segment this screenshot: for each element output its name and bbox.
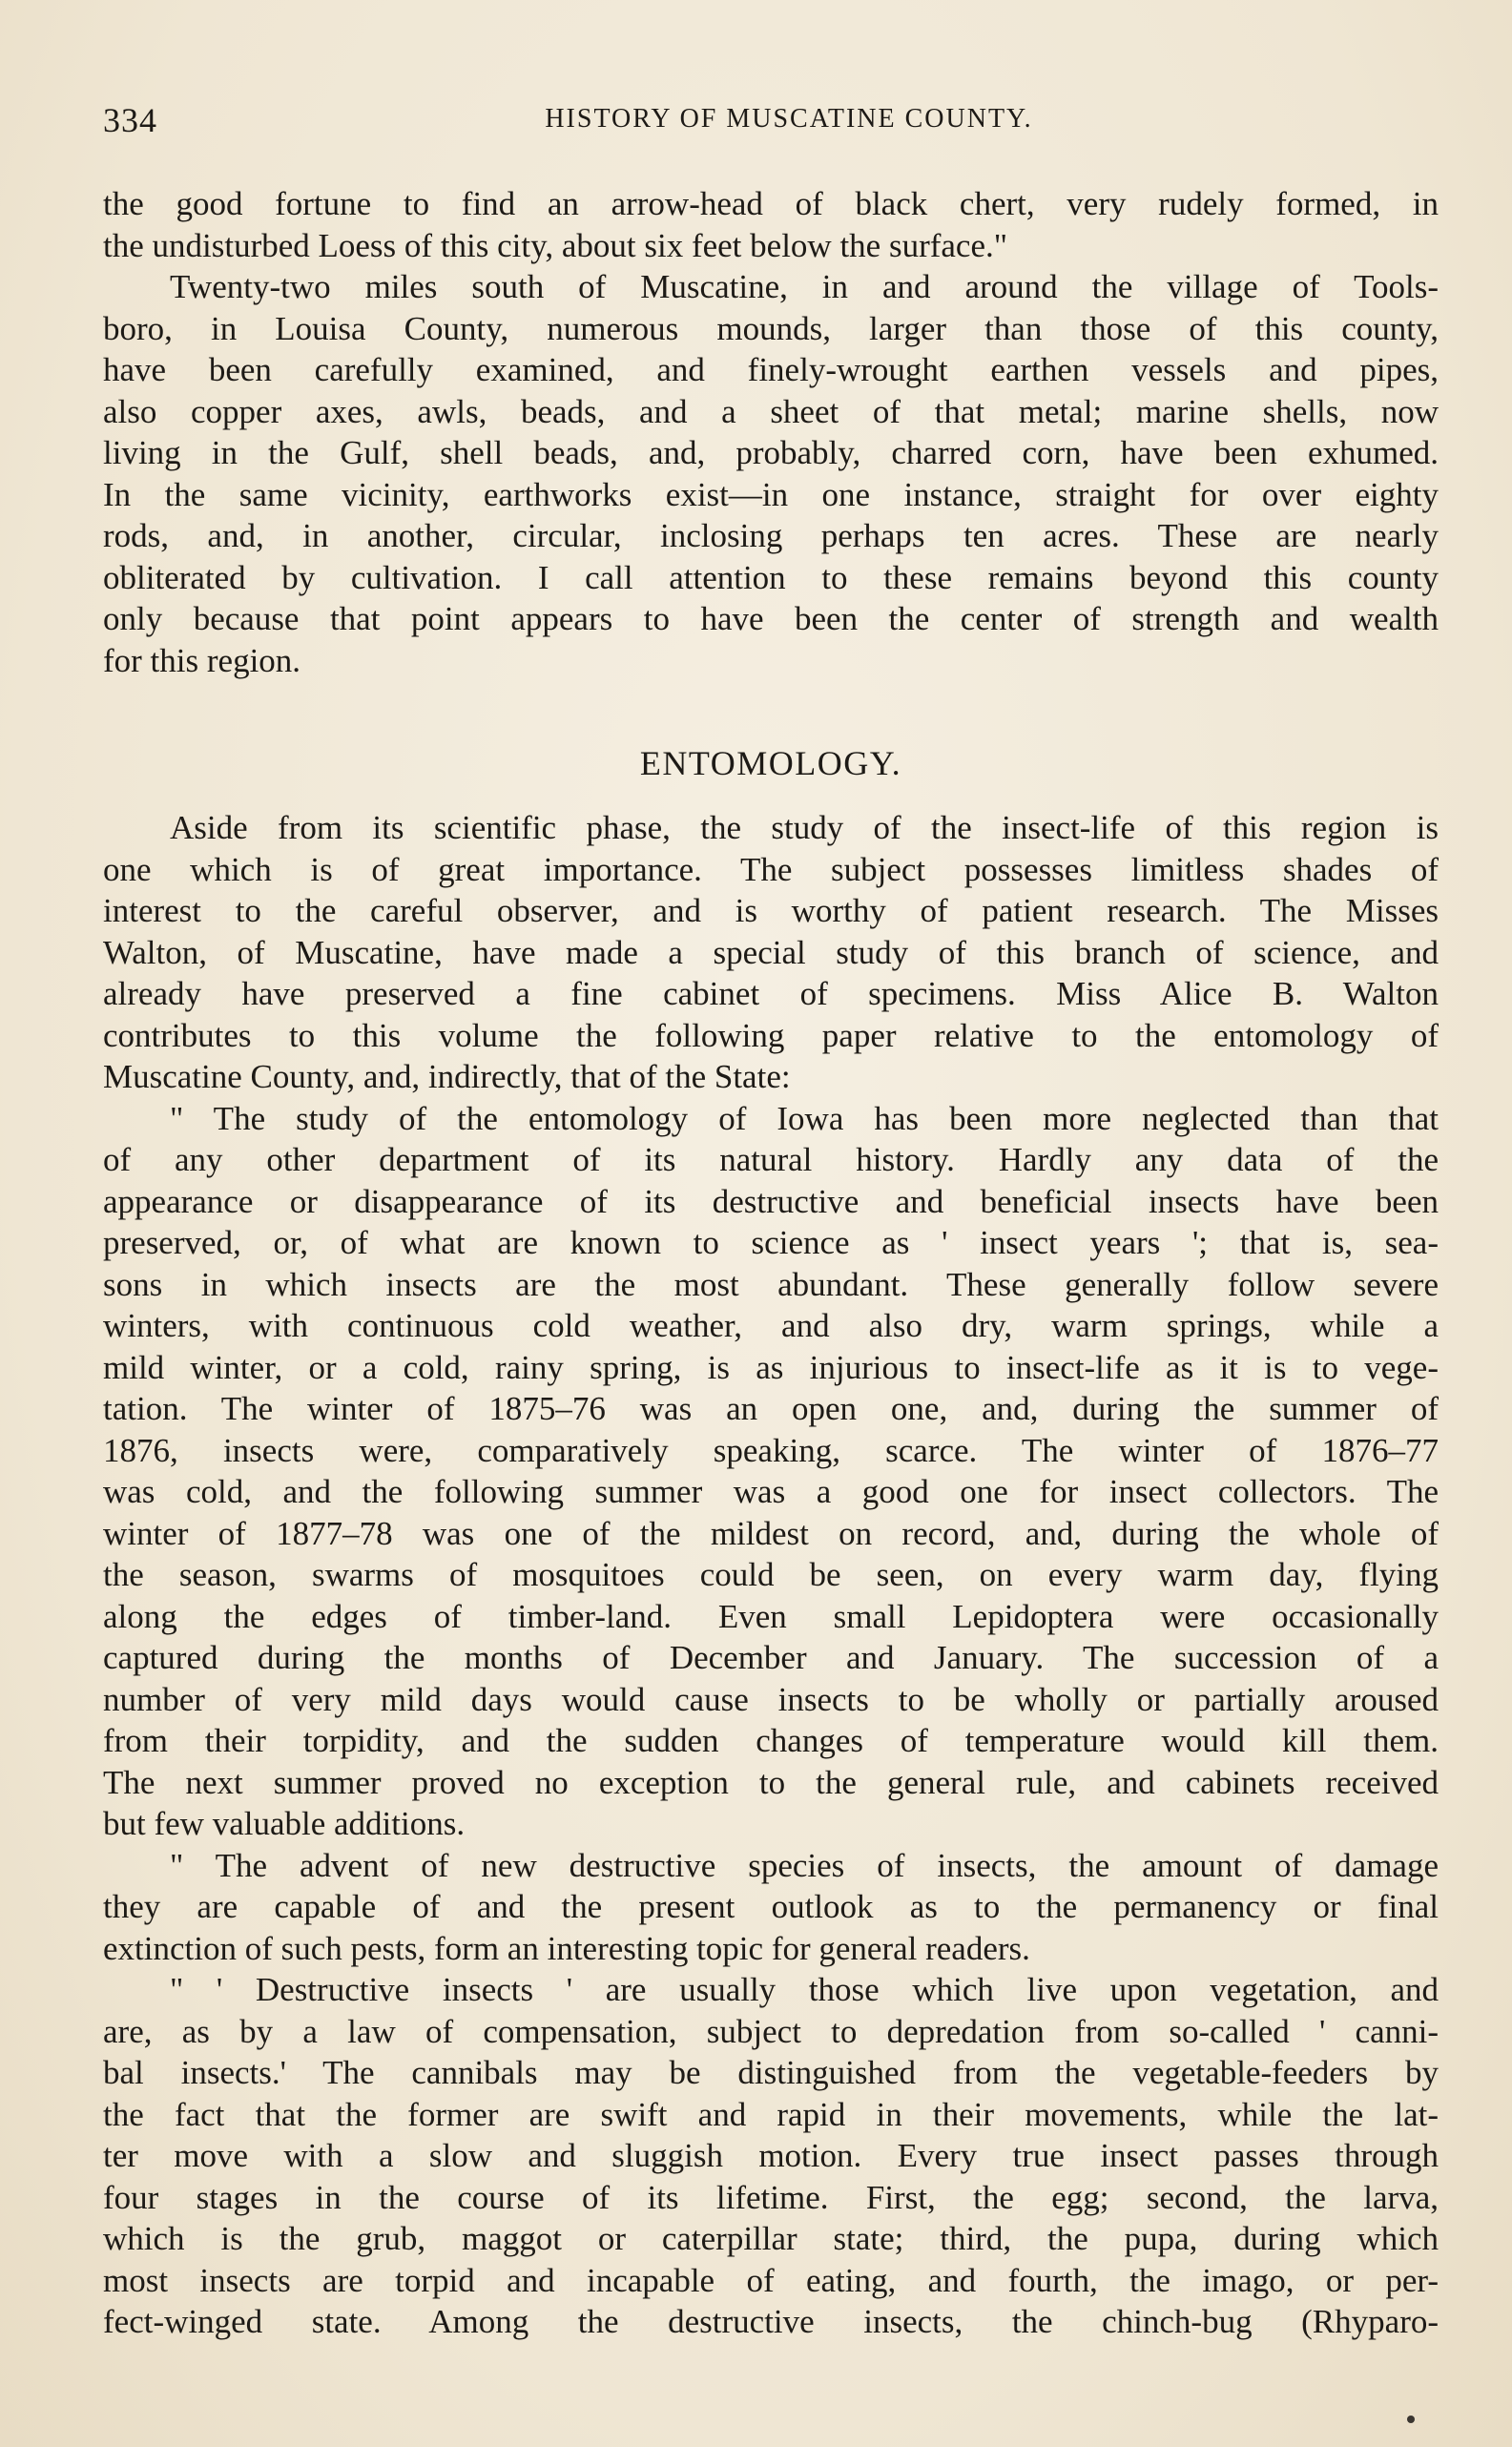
text-line: " The study of the entomology of Iowa has been more neglected than that	[170, 1099, 1439, 1137]
text-line: only because that point appears to have been the center of strength and wealth	[103, 600, 1439, 637]
text-line: the good fortune to find an arrow-head of black chert, very rudely formed, in	[103, 185, 1439, 222]
paragraph-block-entomology	[103, 807, 1439, 2343]
page-number: 334	[103, 101, 157, 139]
text-line: from their torpidity, and the sudden changes of temperature would kill them.	[103, 1722, 1439, 1759]
text-line: " ' Destructive insects ' are usually those which live upon vegetation, and	[170, 1971, 1439, 2008]
text-line: four stages in the course of its lifetime. First, the egg; second, the larva,	[103, 2178, 1439, 2216]
text-line: " The advent of new destructive species of insects, the amount of damage	[170, 1846, 1439, 1884]
text-line: but few valuable additions.	[103, 1805, 466, 1842]
text-line: preserved, or, of what are known to science as ' insect years '; that is, sea-	[103, 1224, 1439, 1261]
text-line: the fact that the former are swift and rapid in their movements, while the lat-	[103, 2095, 1439, 2133]
text-line: winter of 1877–78 was one of the mildest on record, and, during the whole of	[103, 1514, 1439, 1552]
text-line: appearance or disappearance of its destructive and beneficial insects have been	[103, 1182, 1439, 1220]
text-line: bal insects.' The cannibals may be distinguished from the vegetable-feeders by	[103, 2054, 1439, 2091]
text-line: interest to the careful observer, and is worthy of patient research. The Misses	[103, 892, 1439, 929]
text-line: winters, with continuous cold weather, and also dry, warm springs, while a	[103, 1307, 1439, 1344]
text-line: Twenty-two miles south of Muscatine, in and around the village of Tools-	[170, 268, 1439, 305]
text-line: the undisturbed Loess of this city, about six feet below the surface."	[103, 226, 1008, 264]
text-line: number of very mild days would cause insects to be wholly or partially aroused	[103, 1680, 1439, 1718]
text-line: along the edges of timber-land. Even small Lepidoptera were occasionally	[103, 1597, 1439, 1635]
text-line: The next summer proved no exception to the general rule, and cabinets received	[103, 1763, 1439, 1801]
text-line: extinction of such pests, form an interesting topic for general readers.	[103, 1929, 1030, 1967]
text-line: sons in which insects are the most abundant. These generally follow severe	[103, 1265, 1439, 1303]
text-line: of any other department of its natural history. Hardly any data of the	[103, 1141, 1439, 1178]
text-line: 1876, insects were, comparatively speaking, scarce. The winter of 1876–77	[103, 1431, 1439, 1469]
text-line: have been carefully examined, and finely-wrought earthen vessels and pipes,	[103, 351, 1439, 388]
text-line: are, as by a law of compensation, subject to depredation from so-called ' canni-	[103, 2012, 1439, 2050]
text-line: ter move with a slow and sluggish motion. Every true insect passes through	[103, 2137, 1439, 2174]
text-line: mild winter, or a cold, rainy spring, is as injurious to insect-life as it is to vege-	[103, 1348, 1439, 1386]
text-line: rods, and, in another, circular, inclosing perhaps ten acres. These are nearly	[103, 517, 1439, 554]
text-line: fect-winged state. Among the destructive insects, the chinch-bug (Rhyparo-	[103, 2303, 1439, 2340]
text-line: for this region.	[103, 641, 301, 679]
text-line: which is the grub, maggot or caterpillar state; third, the pupa, during which	[103, 2220, 1439, 2257]
text-line: In the same vicinity, earthworks exist—in one instance, straight for over eighty	[103, 475, 1439, 513]
text-line: Walton, of Muscatine, have made a special study of this branch of science, and	[103, 933, 1439, 971]
running-title: HISTORY OF MUSCATINE COUNTY.	[545, 104, 1033, 134]
print-dot-mark	[1407, 2416, 1415, 2423]
text-line: was cold, and the following summer was a good one for insect collectors. The	[103, 1473, 1439, 1510]
text-line: they are capable of and the present outlook as to the permanency or final	[103, 1888, 1439, 1925]
text-line: already have preserved a fine cabinet of specimens. Miss Alice B. Walton	[103, 975, 1439, 1012]
text-line: Aside from its scientific phase, the study of the insect-life of this region is	[170, 809, 1439, 846]
text-line: living in the Gulf, shell beads, and, probably, charred corn, have been exhumed.	[103, 434, 1439, 471]
text-line: tation. The winter of 1875–76 was an open one, and, during the summer of	[103, 1390, 1439, 1427]
section-heading-entomology: ENTOMOLOGY.	[639, 744, 902, 782]
text-line: contributes to this volume the following paper relative to the entomology of	[103, 1016, 1439, 1054]
text-line: Muscatine County, and, indirectly, that of the State:	[103, 1058, 791, 1095]
text-line: obliterated by cultivation. I call attention to these remains beyond this county	[103, 558, 1439, 596]
text-line: the season, swarms of mosquitoes could be seen, on every warm day, flying	[103, 1556, 1439, 1593]
paragraph-block-loess-and-mounds	[103, 183, 1439, 681]
text-line: one which is of great importance. The subject possesses limitless shades of	[103, 850, 1439, 888]
text-line: boro, in Louisa County, numerous mounds, larger than those of this county,	[103, 309, 1439, 347]
text-line: captured during the months of December and January. The succession of a	[103, 1639, 1439, 1676]
running-head	[103, 100, 1437, 148]
text-line: most insects are torpid and incapable of eating, and fourth, the imago, or per-	[103, 2261, 1439, 2299]
text-line: also copper axes, awls, beads, and a sheet of that metal; marine shells, now	[103, 392, 1439, 430]
